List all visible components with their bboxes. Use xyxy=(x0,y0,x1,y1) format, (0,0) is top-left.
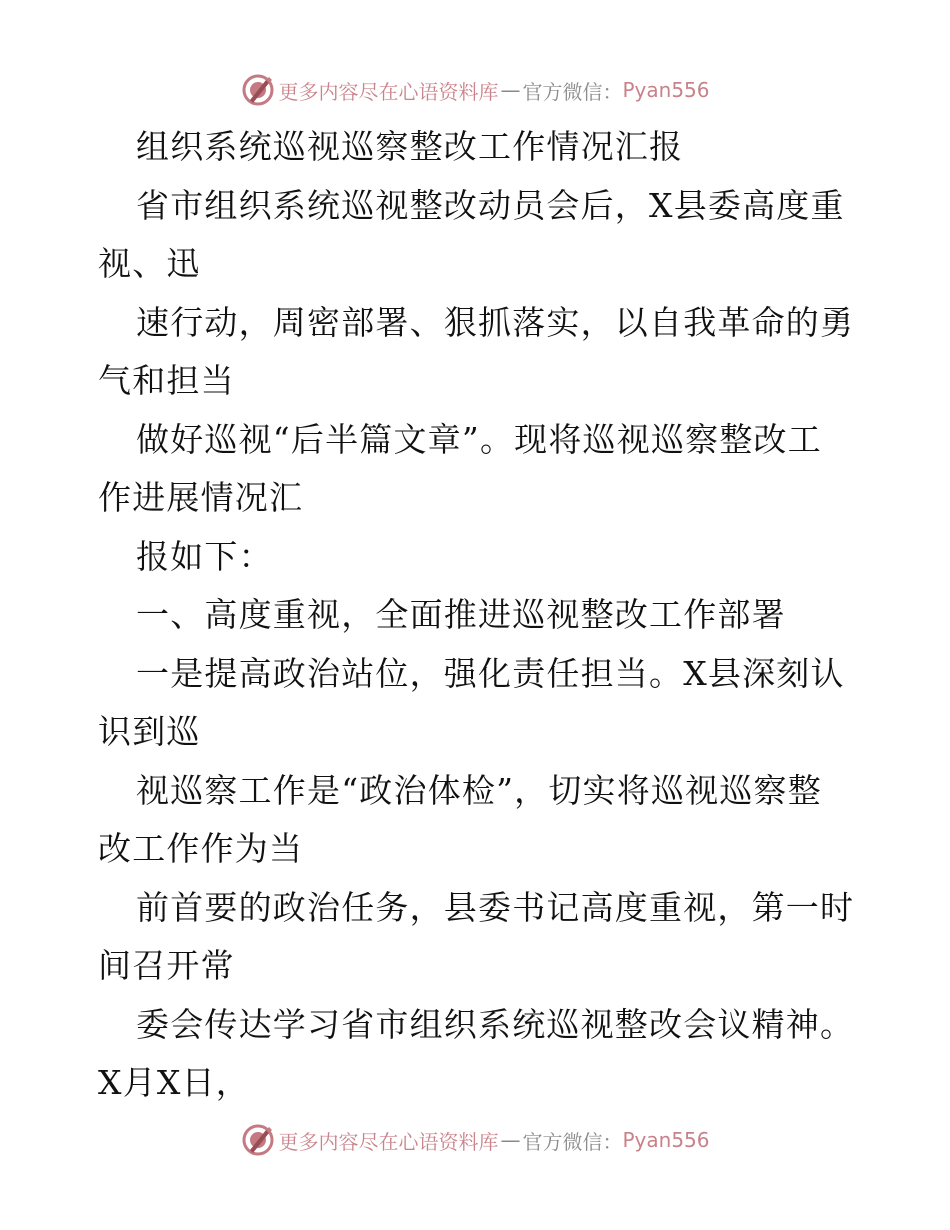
watermark-separator: — xyxy=(500,1128,521,1152)
document-line: 省市组织系统巡视整改动员会后，X县委高度重 xyxy=(136,185,845,225)
watermark-wechat-id: Pyan556 xyxy=(622,1128,710,1152)
watermark-brand-text: 更多内容尽在心语资料库 xyxy=(278,79,499,104)
document-line: 间召开常 xyxy=(98,946,235,985)
document-line: 改工作作为当 xyxy=(98,829,304,868)
watermark-separator: — xyxy=(500,78,521,102)
document-line: X月X日， xyxy=(98,1063,250,1102)
watermark-label: 官方微信： xyxy=(522,1129,623,1154)
document-line: 作进展情况汇 xyxy=(98,478,304,517)
watermark-brand-text: 更多内容尽在心语资料库 xyxy=(278,1129,499,1154)
document-line: 一是提高政治站位，强化责任担当。X县深刻认 xyxy=(136,653,845,693)
document-line: 视、迅 xyxy=(98,244,201,283)
document-line: 做好巡视“后半篇文章”。现将巡视巡察整改工 xyxy=(136,419,822,459)
document-line: 一、高度重视，全面推进巡视整改工作部署 xyxy=(136,595,786,634)
watermark-wechat-id: Pyan556 xyxy=(622,78,710,102)
document-line: 委会传达学习省市组织系统巡视整改会议精神。 xyxy=(136,1004,855,1044)
document-body xyxy=(98,118,858,1113)
header-watermark xyxy=(0,68,950,112)
pen-circle-logo-icon xyxy=(240,72,276,108)
document-line: 报如下： xyxy=(136,536,273,576)
document-line: 视巡察工作是“政治体检”，切实将巡视巡察整 xyxy=(136,770,822,810)
watermark-label: 官方微信： xyxy=(522,79,623,104)
footer-watermark xyxy=(0,1118,950,1162)
document-line: 气和担当 xyxy=(98,361,235,400)
document-line: 前首要的政治任务，县委书记高度重视，第一时 xyxy=(136,887,855,927)
document-line: 速行动，周密部署、狠抓落实，以自我革命的勇 xyxy=(136,302,855,342)
document-line: 识到巡 xyxy=(98,712,201,751)
pen-circle-logo-icon xyxy=(240,1122,276,1158)
document-line: 组织系统巡视巡察整改工作情况汇报 xyxy=(136,127,684,166)
